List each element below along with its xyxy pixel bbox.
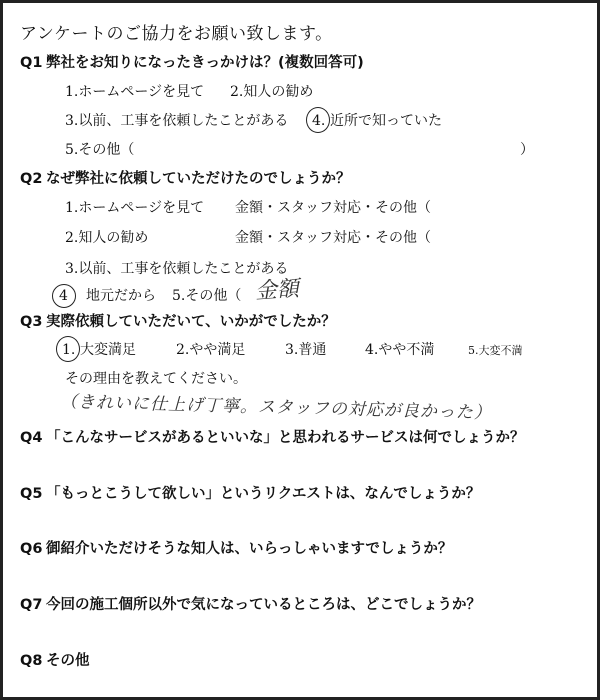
q3-option-3: 3.普通: [285, 342, 327, 358]
q2-option-2-sub: 金額・スタッフ対応・その他（: [235, 230, 431, 246]
q7-label: Q7: [20, 597, 43, 613]
q3-option-4: 4.やや不満: [365, 342, 435, 358]
q1-question: 弊社をお知りになったきっかけは？(複数回答可): [46, 55, 364, 71]
q6-label: Q6: [20, 541, 43, 557]
q1-option-3: 3.以前、工事を依頼したことがある: [65, 113, 289, 129]
q3-label: Q3: [20, 314, 43, 330]
q2-question: なぜ弊社に依頼していただけたのでしょうか？: [46, 171, 351, 187]
q1-option-4: 近所で知っていた: [330, 113, 442, 129]
q5-label: Q5: [20, 486, 43, 502]
q2-option-5: 5.その他（: [172, 288, 242, 304]
q3-option-5: 5.大変不満: [468, 344, 523, 357]
q2-option-4: 地元だから: [86, 288, 156, 304]
q8-label: Q8: [20, 653, 43, 669]
q3-option-1-number: 1.: [62, 342, 76, 358]
q1-option-5: 5.その他（: [65, 142, 135, 158]
q5-question: 「もっとこうして欲しい」というリクエストは、なんでしょうか？: [46, 486, 481, 502]
survey-title: アンケートのご協力をお願い致します。: [20, 24, 333, 44]
q1-option-1: 1.ホームページを見て: [65, 84, 205, 100]
q2-option-3: 3.以前、工事を依頼したことがある: [65, 261, 289, 277]
q1-option-4-number: 4.: [312, 113, 326, 129]
q3-question: 実際依頼していただいて、いかがでしたか？: [46, 314, 336, 330]
q3-option-2: 2.やや満足: [176, 342, 246, 358]
q1-option-2: 2.知人の勧め: [230, 84, 314, 100]
q4-label: Q4: [20, 430, 43, 446]
q3-handwritten-reason: （きれいに仕上げ丁寧。スタッフの対応が良かった）: [59, 392, 493, 424]
q3-reason-prompt: その理由を教えてください。: [65, 371, 247, 387]
q2-option-1-sub: 金額・スタッフ対応・その他（: [235, 200, 431, 216]
q3-option-1: 大変満足: [80, 342, 136, 358]
q2-option-1: 1.ホームページを見て: [65, 200, 205, 216]
q8-question: その他: [46, 653, 90, 669]
q2-label: Q2: [20, 171, 43, 187]
q1-option-5-close: ）: [520, 142, 534, 158]
q2-option-2: 2.知人の勧め: [65, 230, 149, 246]
q6-question: 御紹介いただけそうな知人は、いらっしゃいますでしょうか？: [46, 541, 453, 557]
q1-label: Q1: [20, 55, 43, 71]
q2-handwritten-answer: 金額: [254, 276, 300, 305]
q7-question: 今回の施工個所以外で気になっているところは、どこでしょうか？: [46, 597, 481, 613]
q4-question: 「こんなサービスがあるといいな」と思われるサービスは何でしょうか？: [46, 430, 525, 446]
q2-option-4-number: 4: [59, 288, 68, 304]
